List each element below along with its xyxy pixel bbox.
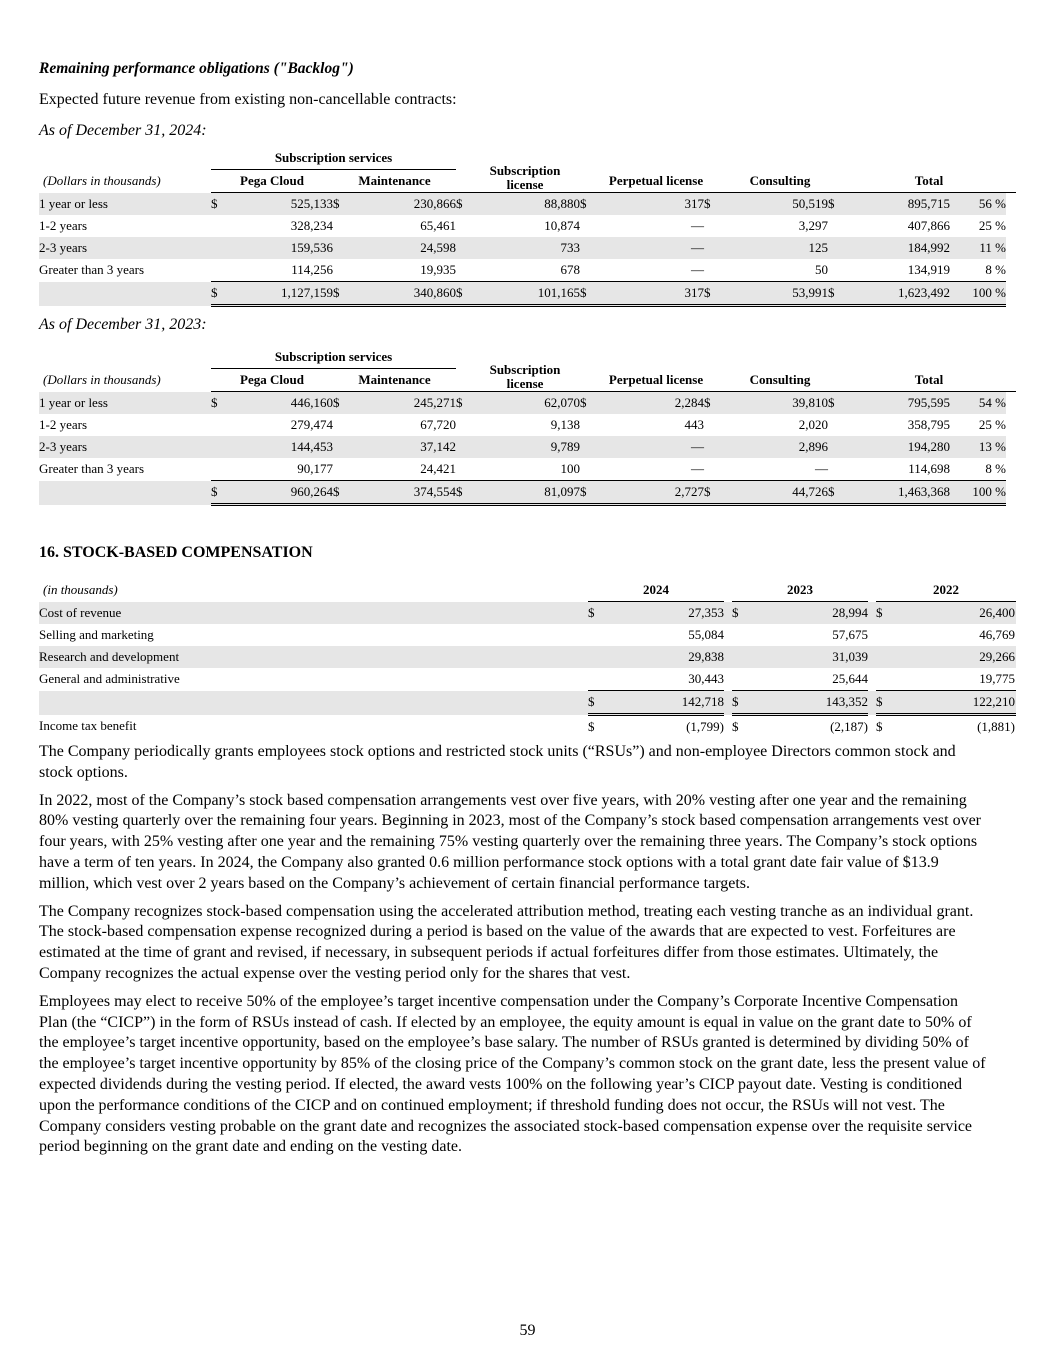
table-row: Selling and marketing 55,084 57,675 46,769 (39, 627, 1015, 642)
col-2024: 2024 (588, 579, 724, 602)
table-row: 2-3 years 159,536 24,598 733 — 125 184,992 11 % (39, 237, 1016, 259)
table-row: 1-2 years 328,234 65,461 10,874 — 3,297 407,866 25 % (39, 218, 1006, 233)
header-label: (Dollars in thousands) (43, 173, 161, 188)
total-row: $ 960,264 $ 374,554 $ 81,097 $ 2,727 $ 44,726 $ 1,463,368 100 % (39, 481, 1016, 505)
table-row: General and administrative 30,443 25,644 19,775 (39, 668, 1016, 691)
col-2023: 2023 (732, 579, 868, 602)
paragraph: In 2022, most of the Company’s stock based compensation arrangements vest over five years, with 20% vesting after one year and the remaining 80% vesting quarterly over the remaining four years. Beginning in 2023, most of the Company’s stock based compensation arrangements vest over four years, with 25% vesting after one year and the remaining 75% vesting quarterly over the remaining three years. The Company’s stock options have a term of ten years. In 2024, the Company also granted 0.6 million performance stock options with a total grant date fair value of $13.9 million, which vest over 2 years based on the Company’s achievement of certain financial performance targets. (39, 791, 981, 892)
table-row: 1-2 years 279,474 67,720 9,138 443 2,020 358,795 25 % (39, 417, 1006, 432)
table-row: Research and development 29,838 31,039 29,266 (39, 646, 1016, 668)
paragraph: The Company periodically grants employees stock options and restricted stock units (“RSUs”) and non-employee Directors common stock and stock options. (39, 743, 956, 781)
col-perpetual: Perpetual license (594, 170, 718, 193)
col-subscription-license: Subscription license (470, 346, 580, 392)
as-of-2023: As of December 31, 2023: (39, 316, 207, 333)
stock-comp-table (39, 579, 1016, 738)
col-pega-cloud: Pega Cloud (211, 369, 333, 392)
page-number: 59 (519, 1322, 536, 1339)
table-row: Cost of revenue $ 27,353 $ 28,994 $ 26,400 (39, 602, 1016, 625)
total-row: $ 142,718 $ 143,352 $ 122,210 (39, 691, 1016, 715)
col-maintenance: Maintenance (333, 170, 456, 193)
backlog-heading: Remaining performance obligations ("Backlog") (39, 60, 354, 77)
header-label: (Dollars in thousands) (43, 372, 161, 387)
total-row: $ 1,127,159 $ 340,860 $ 101,165 $ 317 $ 53,991 $ 1,623,492 100 % (39, 282, 1016, 306)
section-title: 16. STOCK-BASED COMPENSATION (39, 544, 313, 561)
table-row: 2-3 years 144,453 37,142 9,789 — 2,896 194,280 13 % (39, 436, 1016, 458)
group-header: Subscription services (211, 147, 456, 170)
paragraph: Employees may elect to receive 50% of the employee’s target incentive compensation under the Company’s Corporate Incentive Compensation Plan (the “CICP”) in the form of RSUs instead of cash. If elected by an employee, the equity amount is equal in value on the grant date to 50% of the employee’s target incentive opportunity, based on the employee’s base salary. The number of RSUs granted is determined by dividing 50% of the employee’s target incentive opportunity by 85% of the closing price of the Company’s common stock on the grant date, less the present value of expected dividends during the vesting period. If elected, the award vests 100% on the following year’s CICP payout date. Vesting is conditioned upon the performance conditions of the CICP and on continued employment; if threshold funding does not occur, the RSUs will not vest. The Company considers vesting probable on the grant date and recognizes the associated stock-based compensation expense over the requisite service period beginning on the grant date and ending on the vesting date. (39, 992, 986, 1156)
group-header: Subscription services (211, 346, 456, 369)
table-row: Greater than 3 years 114,256 19,935 678 — 50 134,919 8 % (39, 259, 1016, 282)
col-total: Total (842, 369, 1016, 392)
as-of-2024: As of December 31, 2024: (39, 122, 207, 139)
col-consulting: Consulting (718, 369, 842, 392)
backlog-table-2023 (39, 346, 1016, 506)
col-subscription-license: Subscription license (470, 147, 580, 193)
col-perpetual: Perpetual license (594, 369, 718, 392)
header-label: (in thousands) (43, 582, 118, 598)
col-maintenance: Maintenance (333, 369, 456, 392)
table-row: Greater than 3 years 90,177 24,421 100 — — 114,698 8 % (39, 458, 1016, 481)
col-pega-cloud: Pega Cloud (211, 170, 333, 193)
backlog-table-2024 (39, 147, 1016, 307)
col-consulting: Consulting (718, 170, 842, 193)
col-2022: 2022 (876, 579, 1016, 602)
table-row: 1 year or less $ 446,160 $ 245,271 $ 62,070 $ 2,284 $ 39,810 $ 795,595 54 % (39, 392, 1016, 415)
table-row: 1 year or less $ 525,133 $ 230,866 $ 88,880 $ 317 $ 50,519 $ 895,715 56 % (39, 193, 1016, 216)
body-text (39, 742, 989, 1165)
tax-row: Income tax benefit $ (1,799) $ (2,187) $ (1,881) (39, 718, 1015, 734)
col-total: Total (842, 170, 1016, 193)
backlog-intro: Expected future revenue from existing non-cancellable contracts: (39, 91, 457, 108)
paragraph: The Company recognizes stock-based compensation using the accelerated attribution method, treating each vesting tranche as an individual grant. The stock-based compensation expense recognized during a period is based on the value of the awards that are expected to vest. Forfeitures are estimated at the time of grant and revised, if necessary, in subsequent periods if actual forfeitures differ from those estimates. Ultimately, the Company recognizes the actual expense over the vesting period only for the shares that vest. (39, 902, 974, 982)
